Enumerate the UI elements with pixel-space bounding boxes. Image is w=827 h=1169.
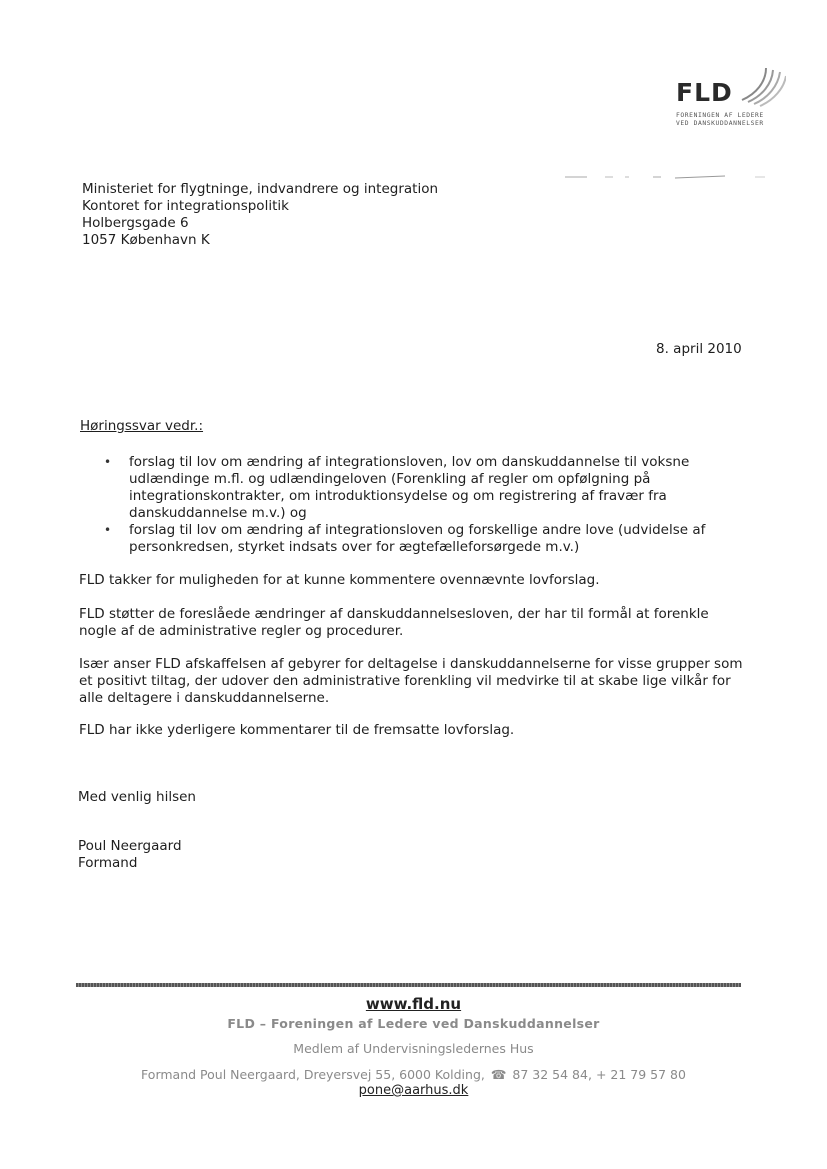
body-paragraph: FLD har ikke yderligere kommentarer til de fremsatte lovforslag. xyxy=(79,722,515,738)
list-item xyxy=(100,522,740,556)
body-paragraph: FLD støtter de foreslåede ændringer af danskuddannelsesloven, der har til formål at forenkle nogle af de administrative regler og procedurer. xyxy=(79,606,709,639)
footer-phone: 87 32 54 84, xyxy=(512,1067,592,1082)
footer-membership: Medlem af Undervisningsledernes Hus xyxy=(293,1041,534,1056)
bullet-icon: • xyxy=(104,455,112,469)
recipient-line: Holbergsgade 6 xyxy=(82,215,189,231)
footer-contact-line xyxy=(0,1067,827,1082)
closing-salutation: Med venlig hilsen xyxy=(78,789,196,805)
bullet-icon: • xyxy=(104,523,112,537)
footer-email-link[interactable]: pone@aarhus.dk xyxy=(358,1083,469,1098)
body-paragraph: Især anser FLD afskaffelsen af gebyrer for deltagelse i danskuddannelserne for visse grupper som et positivt tiltag, der udover den administrative forenkling vil medvirke til at skabe lige vilkår for alle deltagere i danskuddannelserne. xyxy=(79,656,743,706)
body-paragraph: FLD takker for muligheden for at kunne kommentere ovennævnte lovforslag. xyxy=(79,572,600,588)
scan-noise-marks xyxy=(565,168,795,182)
logo-subtitle-line2: VED DANSKUDDANNELSER xyxy=(676,120,764,127)
signer-name: Poul Neergaard xyxy=(78,838,182,854)
recipient-line: Kontoret for integrationspolitik xyxy=(82,198,289,214)
phone-icon: ☎ xyxy=(490,1067,507,1082)
signature-block xyxy=(78,838,182,872)
recipient-line: 1057 København K xyxy=(82,232,210,248)
mobile-icon: + xyxy=(595,1067,607,1082)
logo-mark: FLD xyxy=(676,78,733,107)
footer-org-name: FLD – Foreningen af Ledere ved Danskuddannelser xyxy=(227,1016,600,1031)
list-item-text: forslag til lov om ændring af integrationsloven, lov om danskuddannelse til voksne udlændinge m.fl. og udlændingeloven (Forenkling af regler om opfølgning på integrationskontrakter, om introduktionsydelse og om registrering af fravær fra danskuddannelse m.v.) og xyxy=(129,454,690,521)
list-item-text: forslag til lov om ændring af integrationsloven og forskellige andre love (udvidelse af personkredsen, styrket indsats over for ægtefælleforsørgede m.v.) xyxy=(129,522,706,555)
fld-logo xyxy=(676,60,806,132)
footer-website-link[interactable]: www.fld.nu xyxy=(365,995,462,1013)
bullet-list xyxy=(100,454,740,556)
list-item xyxy=(100,454,740,522)
recipient-address xyxy=(82,181,438,249)
recipient-line: Ministeriet for flygtninge, indvandrere og integration xyxy=(82,181,439,197)
subject-heading: Høringssvar vedr.: xyxy=(80,418,204,434)
logo-subtitle-line1: FORENINGEN AF LEDERE xyxy=(676,112,764,119)
swoosh-icon xyxy=(736,60,786,108)
footer-address: Formand Poul Neergaard, Dreyersvej 55, 6000 Kolding, xyxy=(141,1067,485,1082)
footer-mobile: 21 79 57 80 xyxy=(610,1067,686,1082)
letter-date: 8. april 2010 xyxy=(656,341,742,357)
signer-title: Formand xyxy=(78,855,138,871)
footer-divider xyxy=(76,983,741,987)
